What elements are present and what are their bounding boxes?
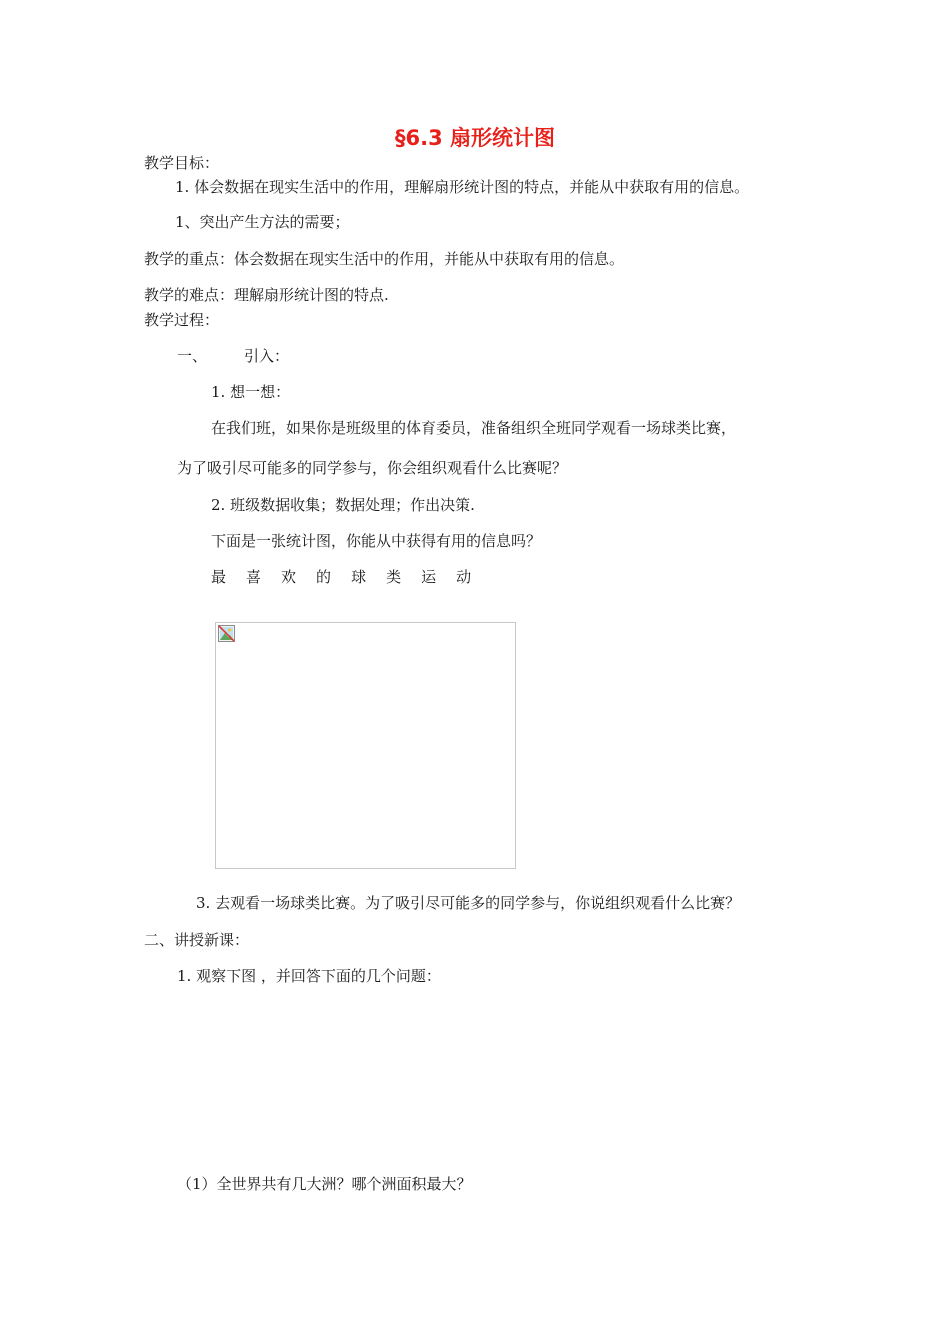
chart-caption-char: 的: [316, 568, 332, 586]
chart-caption-char: 欢: [281, 568, 297, 586]
section-1-number: 一、: [177, 347, 208, 365]
chart-caption-char: 最: [211, 568, 227, 586]
chart-caption-char: 动: [456, 568, 472, 586]
paragraph-1-line-1: 在我们班，如果你是班级里的体育委员，准备组织全班同学观看一场球类比赛，: [211, 419, 737, 437]
paragraph-1-line-2: 为了吸引尽可能多的同学参与，你会组织观看什么比赛呢？: [177, 459, 568, 477]
question-1: （1）全世界共有几大洲？哪个洲面积最大？: [177, 1175, 472, 1193]
objective-1: 1. 体会数据在现实生活中的作用，理解扇形统计图的特点，并能从中获取有用的信息。: [175, 178, 750, 196]
chart-caption-char: 球: [351, 568, 367, 586]
paragraph-2: 下面是一张统计图，你能从中获得有用的信息吗？: [211, 532, 542, 550]
section-2-heading: 二、讲授新课：: [144, 931, 250, 949]
difficulty: 教学的难点：理解扇形统计图的特点.: [144, 286, 389, 304]
step-3: 3. 去观看一场球类比赛。为了吸引尽可能多的同学参与，你说组织观看什么比赛？: [196, 894, 741, 912]
key-point: 教学的重点：体会数据在现实生活中的作用，并能从中获取有用的信息。: [144, 250, 625, 268]
chart-caption-char: 喜: [246, 568, 262, 586]
chart-caption-char: 类: [386, 568, 402, 586]
section-2-step-1: 1. 观察下图 ，并回答下面的几个问题：: [177, 967, 441, 985]
chart-caption-char: 运: [421, 568, 437, 586]
section-1-label: 引入：: [244, 347, 290, 365]
objectives-heading: 教学目标：: [144, 154, 220, 172]
objective-2: 1、突出产生方法的需要；: [175, 213, 350, 231]
process-heading: 教学过程：: [144, 311, 220, 329]
broken-image-icon: [218, 625, 235, 642]
page-title: §6.3 扇形统计图: [394, 126, 555, 150]
chart-caption: [211, 567, 491, 587]
chart-image-placeholder: [215, 622, 516, 869]
step-2: 2. 班级数据收集；数据处理；作出决策.: [211, 496, 475, 514]
step-1: 1. 想一想：: [211, 383, 291, 401]
